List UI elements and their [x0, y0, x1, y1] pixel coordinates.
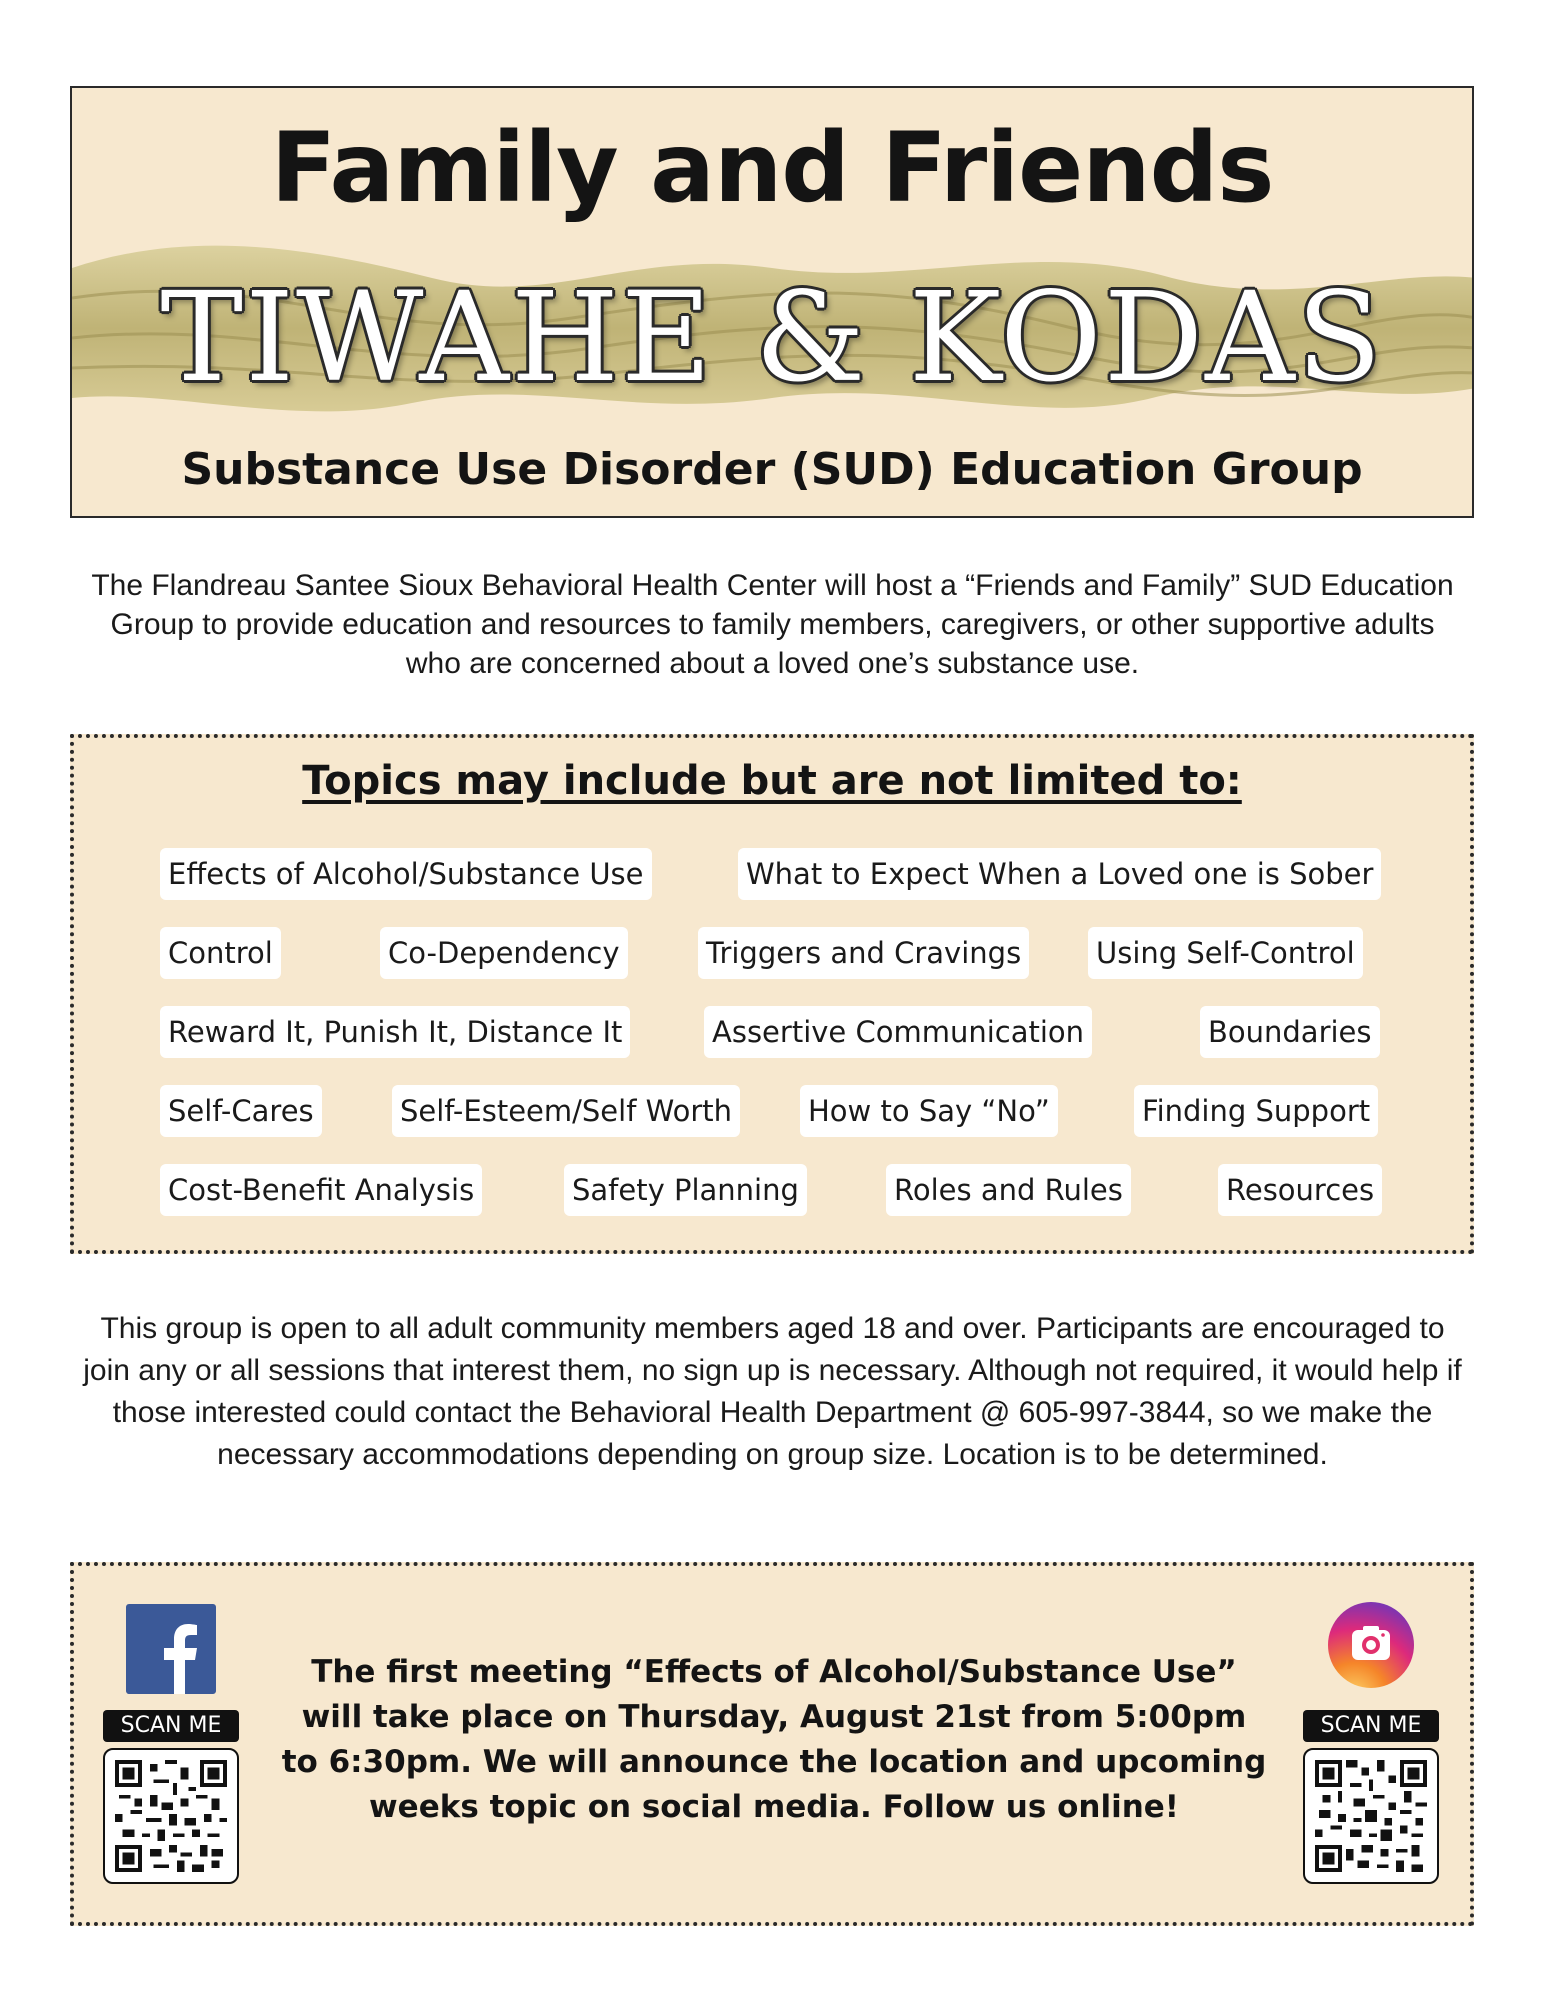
topic-item: Control: [160, 927, 281, 979]
topic-item: What to Expect When a Loved one is Sober: [738, 848, 1381, 900]
topic-item: Safety Planning: [564, 1164, 807, 1216]
topic-item: Finding Support: [1134, 1085, 1378, 1137]
facebook-scan-label: SCAN ME: [103, 1710, 239, 1742]
facebook-icon[interactable]: [126, 1604, 216, 1694]
instagram-scan-label: SCAN ME: [1303, 1710, 1439, 1742]
header-banner: [70, 86, 1474, 518]
topic-item: Using Self-Control: [1088, 927, 1363, 979]
topic-item: Triggers and Cravings: [698, 927, 1029, 979]
facebook-qr-code[interactable]: [103, 1748, 239, 1884]
topic-item: Roles and Rules: [886, 1164, 1131, 1216]
topic-item: Self-Cares: [160, 1085, 322, 1137]
topic-item: Cost-Benefit Analysis: [160, 1164, 482, 1216]
topic-item: Boundaries: [1200, 1006, 1380, 1058]
topic-item: Effects of Alcohol/Substance Use: [160, 848, 652, 900]
intro-paragraph: The Flandreau Santee Sioux Behavioral Health Center will host a “Friends and Family” SUD Education Group to provide education and resources to family members, caregivers, or other supportive adults who are concerned about a loved one’s substance use.: [91, 569, 1454, 680]
instagram-qr-code[interactable]: [1303, 1748, 1439, 1884]
topic-item: Self-Esteem/Self Worth: [392, 1085, 740, 1137]
topics-box: [70, 734, 1474, 1254]
footer-box: [70, 1562, 1474, 1926]
topic-item: Assertive Communication: [704, 1006, 1092, 1058]
topic-item: Co-Dependency: [380, 927, 628, 979]
page-title: Family and Friends: [270, 112, 1274, 224]
topic-item: Resources: [1218, 1164, 1382, 1216]
details-paragraph: This group is open to all adult community members aged 18 and over. Participants are encouraged to join any or all sessions that interest them, no sign up is necessary. Although not required, it would help if those interested could contact the Behavioral Health Department @ 605-997-3844, so we make the necessary accommodations depending on group size. Location is to be determined.: [83, 1312, 1462, 1471]
topics-heading: Topics may include but are not limited to:: [302, 758, 1242, 804]
first-meeting-announcement: The first meeting “Effects of Alcohol/Substance Use” will take place on Thursday, August 21st from 5:00pm to 6:30pm. We will announce the location and upcoming weeks topic on social media. Follow us online!: [281, 1654, 1267, 1825]
page-subtitle: Substance Use Disorder (SUD) Education Group: [181, 444, 1363, 495]
instagram-icon[interactable]: [1328, 1602, 1414, 1688]
native-title: TIWAHE & KODAS: [160, 266, 1384, 410]
topic-item: How to Say “No”: [800, 1085, 1058, 1137]
topic-item: Reward It, Punish It, Distance It: [160, 1006, 630, 1058]
